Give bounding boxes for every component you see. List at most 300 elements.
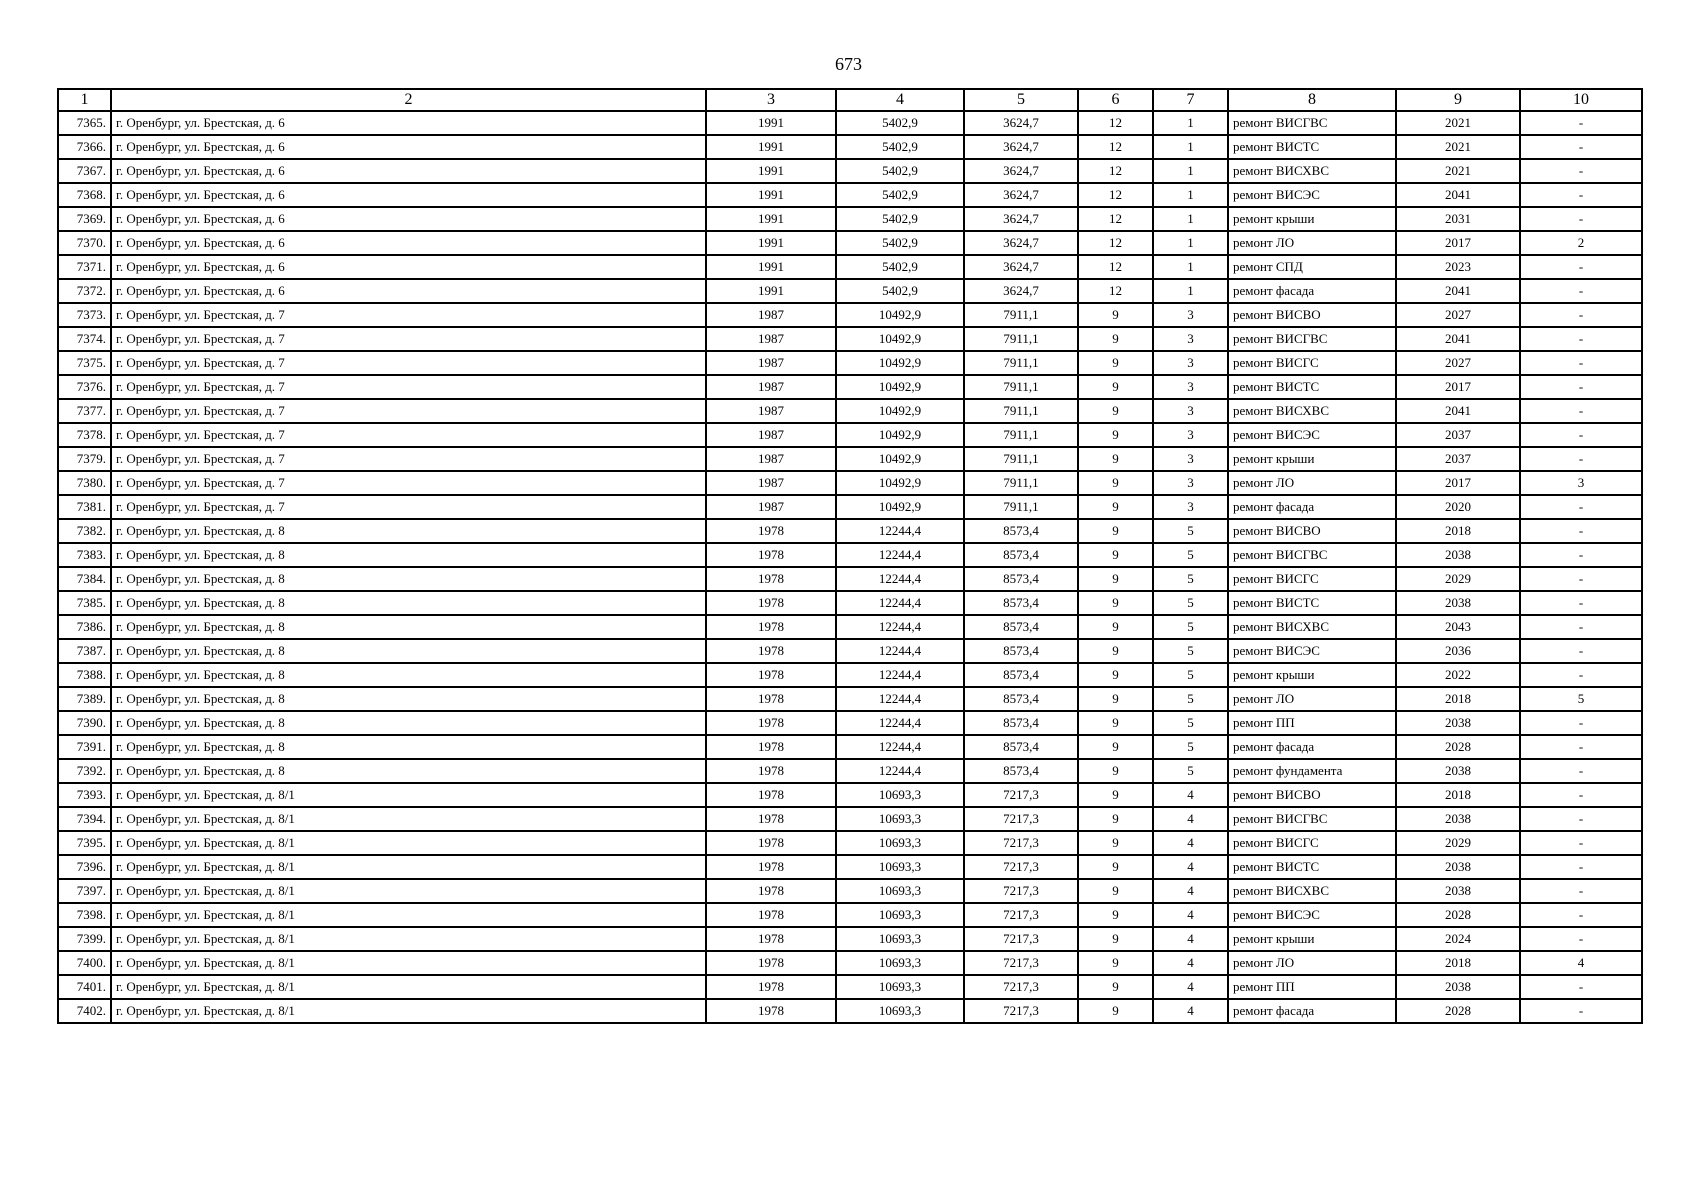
year-built-cell: 1978 (706, 927, 836, 951)
total-area-cell: 10492,9 (836, 423, 964, 447)
work-type-cell: ремонт ПП (1228, 975, 1396, 999)
entrances-cell: 5 (1153, 735, 1228, 759)
planned-year-cell: 2038 (1396, 591, 1520, 615)
row-number-cell: 7388. (58, 663, 111, 687)
floors-cell: 9 (1078, 975, 1153, 999)
work-type-cell: ремонт ВИСГВС (1228, 111, 1396, 135)
total-area-cell: 10693,3 (836, 927, 964, 951)
work-type-cell: ремонт ВИСХВС (1228, 399, 1396, 423)
work-type-cell: ремонт СПД (1228, 255, 1396, 279)
entrances-cell: 4 (1153, 999, 1228, 1023)
entrances-cell: 5 (1153, 615, 1228, 639)
address-cell: г. Оренбург, ул. Брестская, д. 8 (111, 591, 706, 615)
total-area-cell: 5402,9 (836, 183, 964, 207)
table-row (58, 351, 1642, 375)
address-cell: г. Оренбург, ул. Брестская, д. 6 (111, 231, 706, 255)
row-number-cell: 7402. (58, 999, 111, 1023)
year-built-cell: 1978 (706, 639, 836, 663)
entrances-cell: 5 (1153, 759, 1228, 783)
entrances-cell: 1 (1153, 207, 1228, 231)
total-area-cell: 5402,9 (836, 159, 964, 183)
entrances-cell: 3 (1153, 375, 1228, 399)
year-built-cell: 1987 (706, 471, 836, 495)
work-type-cell: ремонт ВИСЭС (1228, 639, 1396, 663)
floors-cell: 9 (1078, 615, 1153, 639)
year-built-cell: 1978 (706, 783, 836, 807)
table-row (58, 159, 1642, 183)
row-number-cell: 7379. (58, 447, 111, 471)
living-area-cell: 7217,3 (964, 975, 1078, 999)
table-row (58, 639, 1642, 663)
year-built-cell: 1978 (706, 663, 836, 687)
planned-year-cell: 2038 (1396, 759, 1520, 783)
column-10-value-cell: - (1520, 519, 1642, 543)
row-number-cell: 7376. (58, 375, 111, 399)
table-row (58, 471, 1642, 495)
year-built-cell: 1978 (706, 807, 836, 831)
planned-year-cell: 2028 (1396, 735, 1520, 759)
column-10-value-cell: - (1520, 423, 1642, 447)
header-row (58, 89, 1642, 111)
column-header-10: 10 (1520, 89, 1642, 111)
work-type-cell: ремонт ЛО (1228, 951, 1396, 975)
row-number-cell: 7389. (58, 687, 111, 711)
table-row (58, 303, 1642, 327)
row-number-cell: 7387. (58, 639, 111, 663)
address-cell: г. Оренбург, ул. Брестская, д. 7 (111, 375, 706, 399)
floors-cell: 9 (1078, 927, 1153, 951)
column-10-value-cell: - (1520, 351, 1642, 375)
address-cell: г. Оренбург, ул. Брестская, д. 6 (111, 135, 706, 159)
planned-year-cell: 2041 (1396, 399, 1520, 423)
work-type-cell: ремонт ВИСГС (1228, 351, 1396, 375)
floors-cell: 9 (1078, 663, 1153, 687)
floors-cell: 9 (1078, 471, 1153, 495)
planned-year-cell: 2023 (1396, 255, 1520, 279)
living-area-cell: 8573,4 (964, 711, 1078, 735)
floors-cell: 9 (1078, 711, 1153, 735)
living-area-cell: 7217,3 (964, 831, 1078, 855)
column-header-2: 2 (111, 89, 706, 111)
floors-cell: 9 (1078, 375, 1153, 399)
floors-cell: 9 (1078, 855, 1153, 879)
entrances-cell: 1 (1153, 111, 1228, 135)
address-cell: г. Оренбург, ул. Брестская, д. 8/1 (111, 999, 706, 1023)
table-body (58, 111, 1642, 1023)
entrances-cell: 1 (1153, 231, 1228, 255)
work-type-cell: ремонт крыши (1228, 207, 1396, 231)
year-built-cell: 1991 (706, 279, 836, 303)
column-10-value-cell: - (1520, 327, 1642, 351)
work-type-cell: ремонт ЛО (1228, 687, 1396, 711)
address-cell: г. Оренбург, ул. Брестская, д. 6 (111, 279, 706, 303)
column-header-4: 4 (836, 89, 964, 111)
address-cell: г. Оренбург, ул. Брестская, д. 7 (111, 327, 706, 351)
column-10-value-cell: - (1520, 279, 1642, 303)
row-number-cell: 7366. (58, 135, 111, 159)
planned-year-cell: 2043 (1396, 615, 1520, 639)
address-cell: г. Оренбург, ул. Брестская, д. 6 (111, 159, 706, 183)
floors-cell: 9 (1078, 759, 1153, 783)
column-10-value-cell: - (1520, 735, 1642, 759)
entrances-cell: 4 (1153, 855, 1228, 879)
planned-year-cell: 2021 (1396, 111, 1520, 135)
entrances-cell: 1 (1153, 279, 1228, 303)
address-cell: г. Оренбург, ул. Брестская, д. 8/1 (111, 975, 706, 999)
column-10-value-cell: - (1520, 111, 1642, 135)
total-area-cell: 12244,4 (836, 711, 964, 735)
living-area-cell: 7217,3 (964, 903, 1078, 927)
living-area-cell: 7217,3 (964, 855, 1078, 879)
living-area-cell: 3624,7 (964, 159, 1078, 183)
floors-cell: 12 (1078, 207, 1153, 231)
year-built-cell: 1991 (706, 255, 836, 279)
entrances-cell: 1 (1153, 255, 1228, 279)
entrances-cell: 3 (1153, 399, 1228, 423)
floors-cell: 12 (1078, 231, 1153, 255)
year-built-cell: 1987 (706, 351, 836, 375)
column-header-6: 6 (1078, 89, 1153, 111)
floors-cell: 9 (1078, 567, 1153, 591)
column-10-value-cell: - (1520, 783, 1642, 807)
row-number-cell: 7371. (58, 255, 111, 279)
column-10-value-cell: - (1520, 831, 1642, 855)
year-built-cell: 1978 (706, 567, 836, 591)
address-cell: г. Оренбург, ул. Брестская, д. 8 (111, 543, 706, 567)
address-cell: г. Оренбург, ул. Брестская, д. 7 (111, 495, 706, 519)
table-row (58, 567, 1642, 591)
year-built-cell: 1991 (706, 111, 836, 135)
planned-year-cell: 2028 (1396, 903, 1520, 927)
total-area-cell: 10693,3 (836, 855, 964, 879)
table-row (58, 855, 1642, 879)
address-cell: г. Оренбург, ул. Брестская, д. 7 (111, 471, 706, 495)
work-type-cell: ремонт ВИСТС (1228, 855, 1396, 879)
planned-year-cell: 2038 (1396, 855, 1520, 879)
address-cell: г. Оренбург, ул. Брестская, д. 7 (111, 399, 706, 423)
living-area-cell: 8573,4 (964, 543, 1078, 567)
year-built-cell: 1991 (706, 159, 836, 183)
year-built-cell: 1978 (706, 591, 836, 615)
floors-cell: 9 (1078, 327, 1153, 351)
column-header-5: 5 (964, 89, 1078, 111)
row-number-cell: 7370. (58, 231, 111, 255)
entrances-cell: 4 (1153, 783, 1228, 807)
floors-cell: 9 (1078, 807, 1153, 831)
table-row (58, 615, 1642, 639)
year-built-cell: 1978 (706, 519, 836, 543)
work-type-cell: ремонт ВИСЭС (1228, 183, 1396, 207)
entrances-cell: 3 (1153, 471, 1228, 495)
table-row (58, 327, 1642, 351)
floors-cell: 9 (1078, 447, 1153, 471)
work-type-cell: ремонт ВИСГВС (1228, 807, 1396, 831)
year-built-cell: 1987 (706, 495, 836, 519)
work-type-cell: ремонт ВИСЭС (1228, 903, 1396, 927)
entrances-cell: 3 (1153, 351, 1228, 375)
floors-cell: 12 (1078, 183, 1153, 207)
living-area-cell: 3624,7 (964, 111, 1078, 135)
row-number-cell: 7399. (58, 927, 111, 951)
column-10-value-cell: - (1520, 903, 1642, 927)
address-cell: г. Оренбург, ул. Брестская, д. 8 (111, 567, 706, 591)
column-10-value-cell: - (1520, 135, 1642, 159)
planned-year-cell: 2027 (1396, 351, 1520, 375)
total-area-cell: 10693,3 (836, 807, 964, 831)
column-10-value-cell: - (1520, 567, 1642, 591)
entrances-cell: 4 (1153, 927, 1228, 951)
row-number-cell: 7394. (58, 807, 111, 831)
year-built-cell: 1978 (706, 543, 836, 567)
column-10-value-cell: - (1520, 615, 1642, 639)
work-type-cell: ремонт ВИСГС (1228, 567, 1396, 591)
entrances-cell: 1 (1153, 135, 1228, 159)
total-area-cell: 5402,9 (836, 255, 964, 279)
floors-cell: 9 (1078, 519, 1153, 543)
planned-year-cell: 2038 (1396, 879, 1520, 903)
floors-cell: 12 (1078, 111, 1153, 135)
entrances-cell: 4 (1153, 951, 1228, 975)
total-area-cell: 12244,4 (836, 735, 964, 759)
address-cell: г. Оренбург, ул. Брестская, д. 8 (111, 711, 706, 735)
column-10-value-cell: 4 (1520, 951, 1642, 975)
floors-cell: 9 (1078, 735, 1153, 759)
total-area-cell: 12244,4 (836, 543, 964, 567)
year-built-cell: 1978 (706, 999, 836, 1023)
column-header-1: 1 (58, 89, 111, 111)
floors-cell: 12 (1078, 279, 1153, 303)
table-row (58, 999, 1642, 1023)
table-row (58, 423, 1642, 447)
year-built-cell: 1978 (706, 711, 836, 735)
floors-cell: 9 (1078, 951, 1153, 975)
floors-cell: 9 (1078, 543, 1153, 567)
table-row (58, 783, 1642, 807)
living-area-cell: 7217,3 (964, 807, 1078, 831)
row-number-cell: 7386. (58, 615, 111, 639)
total-area-cell: 10693,3 (836, 903, 964, 927)
row-number-cell: 7382. (58, 519, 111, 543)
address-cell: г. Оренбург, ул. Брестская, д. 8/1 (111, 807, 706, 831)
floors-cell: 12 (1078, 255, 1153, 279)
work-type-cell: ремонт ВИСТС (1228, 135, 1396, 159)
table-row (58, 927, 1642, 951)
total-area-cell: 10693,3 (836, 879, 964, 903)
address-cell: г. Оренбург, ул. Брестская, д. 8 (111, 639, 706, 663)
total-area-cell: 12244,4 (836, 519, 964, 543)
planned-year-cell: 2017 (1396, 471, 1520, 495)
entrances-cell: 5 (1153, 543, 1228, 567)
planned-year-cell: 2027 (1396, 303, 1520, 327)
entrances-cell: 5 (1153, 567, 1228, 591)
total-area-cell: 5402,9 (836, 231, 964, 255)
address-cell: г. Оренбург, ул. Брестская, д. 8 (111, 735, 706, 759)
living-area-cell: 8573,4 (964, 567, 1078, 591)
table-row (58, 447, 1642, 471)
year-built-cell: 1991 (706, 135, 836, 159)
entrances-cell: 4 (1153, 903, 1228, 927)
table-row (58, 711, 1642, 735)
total-area-cell: 5402,9 (836, 135, 964, 159)
living-area-cell: 7217,3 (964, 999, 1078, 1023)
work-type-cell: ремонт ВИСТС (1228, 591, 1396, 615)
year-built-cell: 1978 (706, 855, 836, 879)
total-area-cell: 12244,4 (836, 687, 964, 711)
floors-cell: 9 (1078, 495, 1153, 519)
year-built-cell: 1987 (706, 375, 836, 399)
living-area-cell: 8573,4 (964, 663, 1078, 687)
floors-cell: 9 (1078, 879, 1153, 903)
column-10-value-cell: - (1520, 927, 1642, 951)
year-built-cell: 1978 (706, 735, 836, 759)
column-10-value-cell: - (1520, 639, 1642, 663)
entrances-cell: 3 (1153, 303, 1228, 327)
year-built-cell: 1978 (706, 951, 836, 975)
table-row (58, 807, 1642, 831)
year-built-cell: 1978 (706, 615, 836, 639)
column-10-value-cell: 5 (1520, 687, 1642, 711)
floors-cell: 9 (1078, 831, 1153, 855)
total-area-cell: 5402,9 (836, 111, 964, 135)
entrances-cell: 1 (1153, 159, 1228, 183)
entrances-cell: 3 (1153, 495, 1228, 519)
living-area-cell: 7217,3 (964, 927, 1078, 951)
total-area-cell: 10492,9 (836, 327, 964, 351)
year-built-cell: 1991 (706, 231, 836, 255)
year-built-cell: 1978 (706, 879, 836, 903)
column-10-value-cell: - (1520, 663, 1642, 687)
planned-year-cell: 2029 (1396, 831, 1520, 855)
column-10-value-cell: - (1520, 591, 1642, 615)
year-built-cell: 1978 (706, 975, 836, 999)
address-cell: г. Оренбург, ул. Брестская, д. 8 (111, 519, 706, 543)
row-number-cell: 7383. (58, 543, 111, 567)
entrances-cell: 3 (1153, 423, 1228, 447)
column-10-value-cell: - (1520, 207, 1642, 231)
row-number-cell: 7393. (58, 783, 111, 807)
row-number-cell: 7380. (58, 471, 111, 495)
address-cell: г. Оренбург, ул. Брестская, д. 6 (111, 111, 706, 135)
column-header-8: 8 (1228, 89, 1396, 111)
table-row (58, 903, 1642, 927)
total-area-cell: 10492,9 (836, 495, 964, 519)
table-row (58, 951, 1642, 975)
table-row (58, 543, 1642, 567)
address-cell: г. Оренбург, ул. Брестская, д. 7 (111, 303, 706, 327)
living-area-cell: 7911,1 (964, 495, 1078, 519)
row-number-cell: 7367. (58, 159, 111, 183)
floors-cell: 9 (1078, 423, 1153, 447)
row-number-cell: 7378. (58, 423, 111, 447)
living-area-cell: 3624,7 (964, 183, 1078, 207)
row-number-cell: 7390. (58, 711, 111, 735)
planned-year-cell: 2022 (1396, 663, 1520, 687)
planned-year-cell: 2031 (1396, 207, 1520, 231)
work-type-cell: ремонт ВИСГВС (1228, 543, 1396, 567)
work-type-cell: ремонт крыши (1228, 927, 1396, 951)
column-10-value-cell: - (1520, 879, 1642, 903)
address-cell: г. Оренбург, ул. Брестская, д. 8 (111, 687, 706, 711)
total-area-cell: 10693,3 (836, 831, 964, 855)
row-number-cell: 7401. (58, 975, 111, 999)
living-area-cell: 7911,1 (964, 471, 1078, 495)
address-cell: г. Оренбург, ул. Брестская, д. 8/1 (111, 831, 706, 855)
total-area-cell: 12244,4 (836, 615, 964, 639)
planned-year-cell: 2018 (1396, 783, 1520, 807)
table-row (58, 111, 1642, 135)
work-type-cell: ремонт крыши (1228, 663, 1396, 687)
year-built-cell: 1991 (706, 207, 836, 231)
total-area-cell: 12244,4 (836, 639, 964, 663)
address-cell: г. Оренбург, ул. Брестская, д. 8/1 (111, 951, 706, 975)
address-cell: г. Оренбург, ул. Брестская, д. 8 (111, 759, 706, 783)
table-row (58, 279, 1642, 303)
table-row (58, 663, 1642, 687)
total-area-cell: 10492,9 (836, 471, 964, 495)
table-row (58, 255, 1642, 279)
column-10-value-cell: - (1520, 855, 1642, 879)
row-number-cell: 7391. (58, 735, 111, 759)
floors-cell: 9 (1078, 399, 1153, 423)
living-area-cell: 3624,7 (964, 231, 1078, 255)
row-number-cell: 7396. (58, 855, 111, 879)
column-10-value-cell: - (1520, 399, 1642, 423)
work-type-cell: ремонт ЛО (1228, 471, 1396, 495)
floors-cell: 12 (1078, 135, 1153, 159)
total-area-cell: 10492,9 (836, 375, 964, 399)
living-area-cell: 8573,4 (964, 687, 1078, 711)
table-header (58, 89, 1642, 111)
planned-year-cell: 2018 (1396, 951, 1520, 975)
row-number-cell: 7400. (58, 951, 111, 975)
planned-year-cell: 2038 (1396, 975, 1520, 999)
total-area-cell: 5402,9 (836, 207, 964, 231)
work-type-cell: ремонт ВИСХВС (1228, 879, 1396, 903)
address-cell: г. Оренбург, ул. Брестская, д. 6 (111, 207, 706, 231)
planned-year-cell: 2020 (1396, 495, 1520, 519)
table-row (58, 207, 1642, 231)
planned-year-cell: 2018 (1396, 519, 1520, 543)
table-row (58, 399, 1642, 423)
work-type-cell: ремонт крыши (1228, 447, 1396, 471)
floors-cell: 9 (1078, 687, 1153, 711)
entrances-cell: 4 (1153, 879, 1228, 903)
work-type-cell: ремонт ВИСХВС (1228, 615, 1396, 639)
row-number-cell: 7377. (58, 399, 111, 423)
total-area-cell: 12244,4 (836, 591, 964, 615)
living-area-cell: 8573,4 (964, 519, 1078, 543)
column-10-value-cell: - (1520, 303, 1642, 327)
total-area-cell: 10693,3 (836, 975, 964, 999)
work-type-cell: ремонт ЛО (1228, 231, 1396, 255)
entrances-cell: 3 (1153, 327, 1228, 351)
column-10-value-cell: - (1520, 159, 1642, 183)
table-row (58, 759, 1642, 783)
year-built-cell: 1978 (706, 831, 836, 855)
entrances-cell: 3 (1153, 447, 1228, 471)
planned-year-cell: 2038 (1396, 711, 1520, 735)
living-area-cell: 7911,1 (964, 351, 1078, 375)
year-built-cell: 1987 (706, 447, 836, 471)
living-area-cell: 8573,4 (964, 615, 1078, 639)
row-number-cell: 7397. (58, 879, 111, 903)
column-10-value-cell: - (1520, 495, 1642, 519)
total-area-cell: 10693,3 (836, 783, 964, 807)
address-cell: г. Оренбург, ул. Брестская, д. 8/1 (111, 903, 706, 927)
living-area-cell: 3624,7 (964, 135, 1078, 159)
planned-year-cell: 2021 (1396, 159, 1520, 183)
column-10-value-cell: - (1520, 375, 1642, 399)
